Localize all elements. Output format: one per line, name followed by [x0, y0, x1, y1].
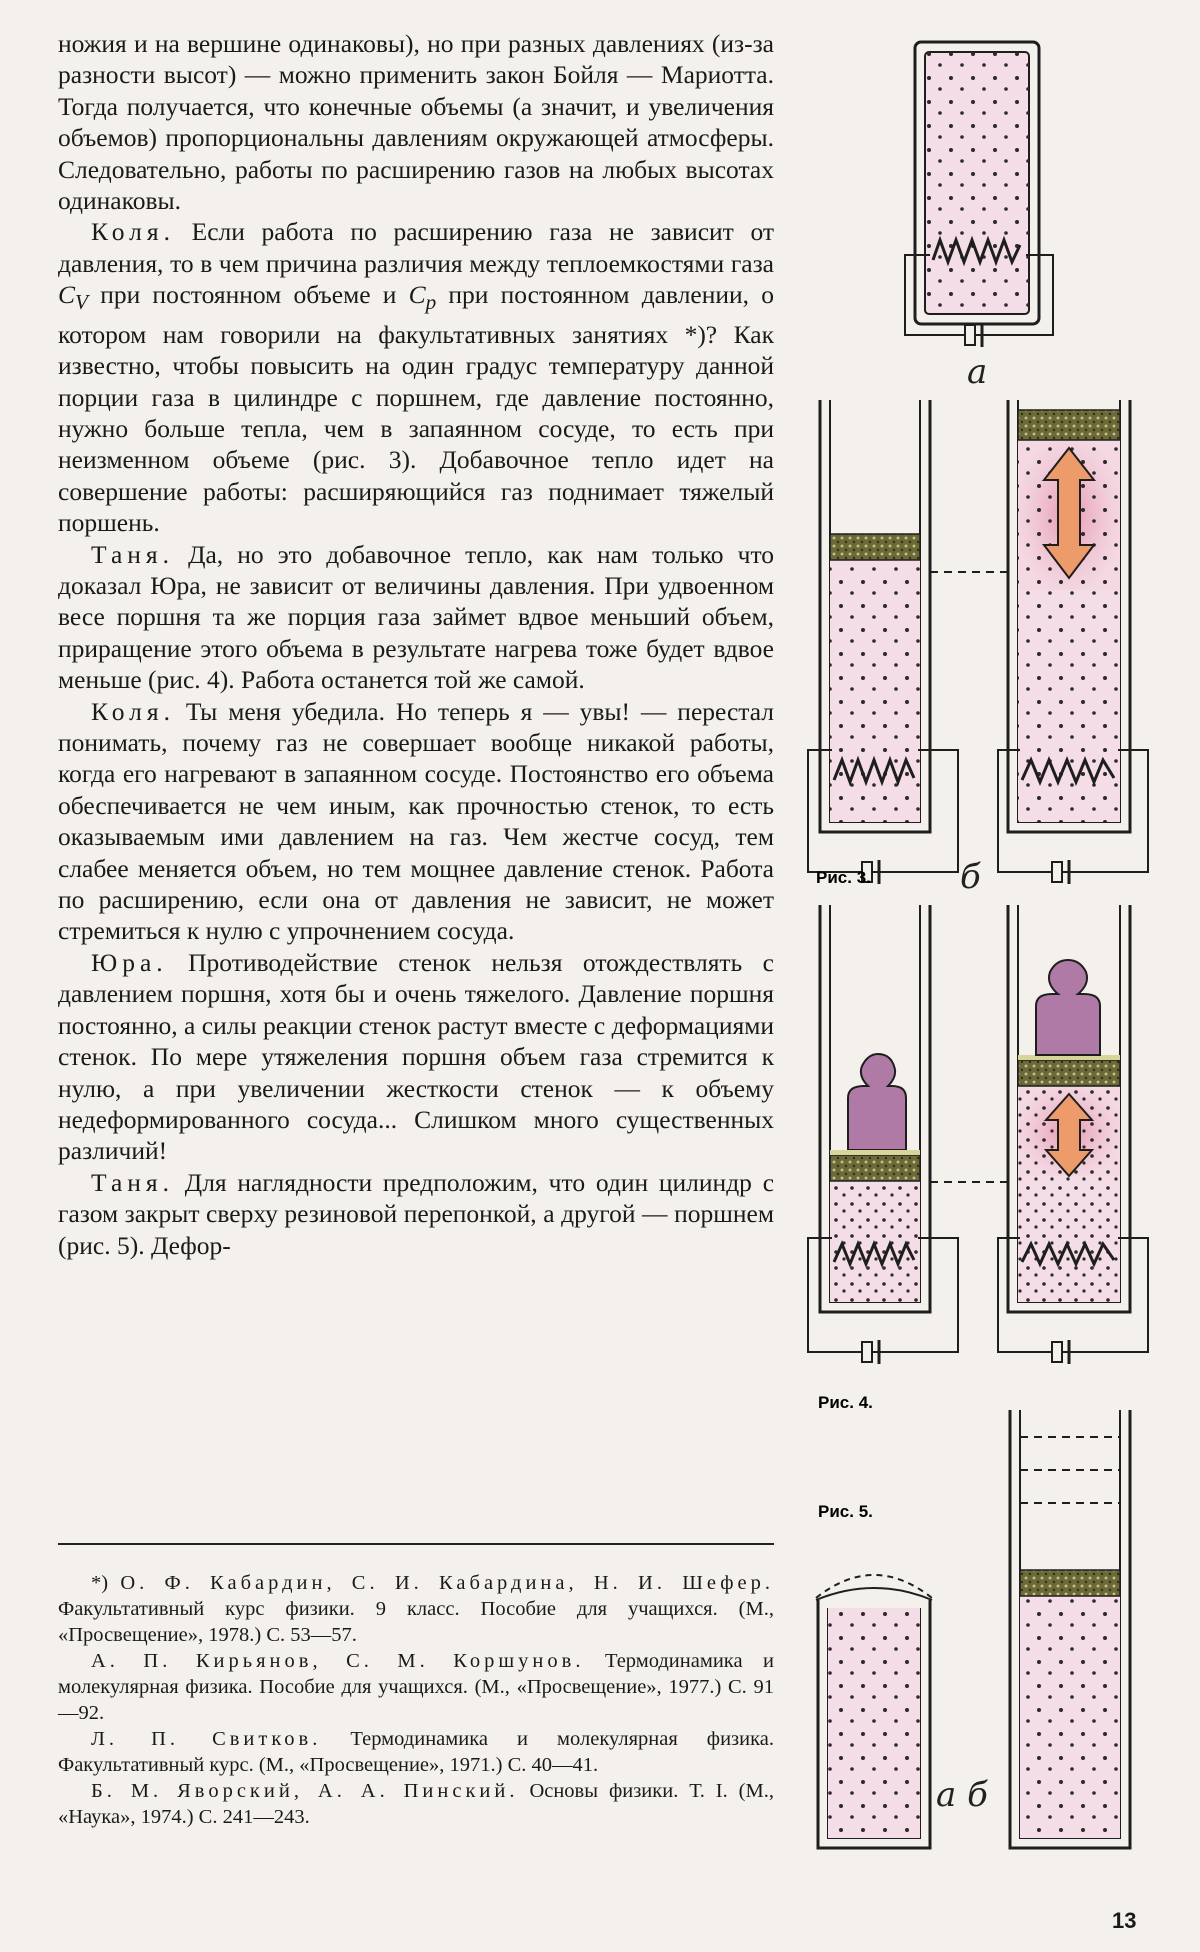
figure-4-caption: Рис. 4.: [818, 1393, 873, 1412]
paragraph-text: Противодействие стенок нельзя отождествлять с давлением поршня, хотя бы и очень тяжелого. Давление поршня постоянно, а силы реакции стенок растут вместе с деформациями стенок. По мере утяжеления поршня объем газа стремится к нулю, а при увеличении жесткости стенок — к объему недеформированного сосуда... Слишком много существенных различий!: [58, 947, 775, 1166]
symbol-cv: $C_V$: [58, 280, 88, 315]
paragraph-text: Для наглядности предположим, что один цилиндр с газом закрыт сверху резиновой перепонкой, а другой — поршнем (рис. 5). Дефор-: [58, 1167, 775, 1260]
label-a-b: а б: [936, 1775, 988, 1815]
speaker-name: Коля.: [91, 217, 175, 247]
figure-3-cylinder-right: [960, 400, 1148, 897]
page-number: 13: [1112, 1908, 1137, 1933]
speaker-name: Таня.: [91, 1167, 175, 1197]
figure-3-cylinder-left: [808, 400, 958, 887]
paragraph-text: Ты меня убедила. Но теперь я — увы! — перестал понимать, почему газ не совершает вообще никакой работы, когда его нагревают в запаянном сосуде. Постоянство его объема обеспечивается не чем иным, как прочностью стенок, то есть оказываемым ими давлением на газ. Чем жестче сосуд, тем слабее меняется объем, но тем мощнее давление стенок. Работа по расширению, если она от давления не зависит, не может стремиться к нулю с упрочнением сосуда.: [58, 696, 774, 946]
paragraph-text: Да, но это добавочное тепло, как нам только что доказал Юра, не зависит от величины давления. При удвоенном весе поршня та же порция газа займет вдвое меньший объем, приращение этого объема в результате нагрева тоже будет вдвое меньше (рис. 4). Работа останется той же самой.: [58, 539, 775, 695]
figure-sealed-vessel-a: [905, 42, 1053, 392]
figure-4-cylinder-right: [998, 905, 1148, 1364]
figure-4-cylinder-left: [808, 905, 958, 1412]
footnote-2: А. П. Кирьянов, С. М. Коршунов. Термодинамика и молекулярная физика. Пособие для учащихся. (М., «Просвещение», 1977.) С. 91—92.: [58, 1650, 775, 1724]
footnote-3: Л. П. Свитков. Термодинамика и молекулярная физика. Факультативный курс. (М., «Просвещение», 1971.) С. 40—41.: [58, 1728, 775, 1776]
paragraph-1: ножия и на вершине одинаковы), но при разных давлениях (из-за разности высот) — можно применить закон Бойля — Мариотта. Тогда получается, что конечные объемы (а значит, и увеличения объемов) пропорциональны давлениям окружающей атмосферы. Следовательно, работы по расширению газов на любых высотах одинаковы.: [58, 29, 774, 216]
speaker-name: Коля.: [91, 696, 175, 726]
paragraph-text: при постоянном объеме и: [88, 280, 409, 310]
paragraph-text: Если работа по расширению газа не зависит от давления, то в чем причина различия между теплоемкостями газа: [58, 217, 775, 278]
figure-5: [816, 1410, 1130, 1848]
speaker-name: Юра.: [91, 947, 168, 977]
figure-5-caption: Рис. 5.: [818, 1502, 873, 1521]
footnote-4: Б. М. Яворский, А. А. Пинский. Основы физики. Т. I. (М., «Наука», 1974.) С. 241—243.: [58, 1780, 774, 1828]
label-b: б: [960, 857, 981, 897]
symbol-cp: $C_p$: [408, 280, 437, 315]
label-a: а: [967, 352, 988, 392]
paragraph-text: при постоянном давлении, о котором нам говорили на факультативных занятиях *)? Как известно, чтобы повысить на один градус температуру данной порции газа в цилиндре с поршнем, где давление постоянно, нужно больше тепла, чем в запаянном сосуде, то есть при неизменном объеме (рис. 3). Добавочное тепло идет на совершение работы: расширяющийся газ поднимает тяжелый поршень.: [58, 280, 774, 538]
speaker-name: Таня.: [91, 539, 175, 569]
figure-3-caption: Рис. 3.: [816, 868, 871, 887]
footnote-1: *) О. Ф. Кабардин, С. И. Кабардина, Н. И. Шефер. Факультативный курс физики. 9 класс. Пособие для учащихся. (М., «Просвещение», 1978.) С. 53—57.: [58, 1572, 774, 1646]
